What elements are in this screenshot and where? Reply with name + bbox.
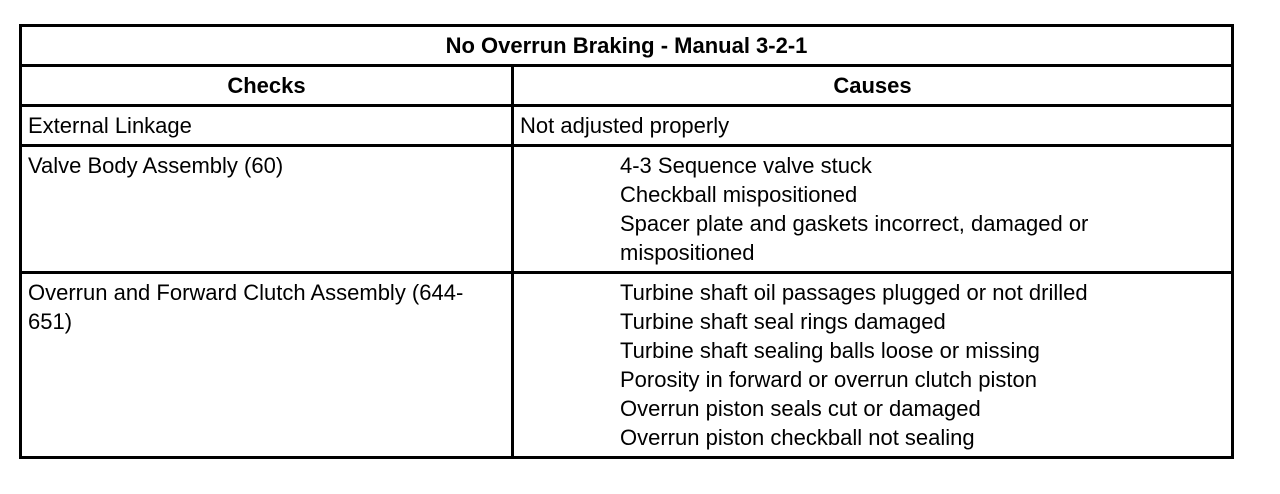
check-text: Overrun and Forward Clutch Assembly (644-651) (28, 280, 464, 334)
cause-item: Porosity in forward or overrun clutch piston (620, 367, 1037, 392)
check-text: Valve Body Assembly (60) (28, 153, 284, 178)
cause-item: Overrun piston seals cut or damaged (620, 396, 981, 421)
check-cell (21, 106, 513, 146)
check-cell (21, 273, 513, 458)
cause-item: 4-3 Sequence valve stuck (620, 153, 872, 178)
cause-list (514, 147, 1231, 271)
cause-item: Spacer plate and gaskets incorrect, damaged or mispositioned (620, 211, 1089, 265)
table-title: No Overrun Braking - Manual 3-2-1 (21, 26, 1233, 66)
cause-item: Turbine shaft oil passages plugged or not drilled (620, 280, 1088, 305)
cause-item: Checkball mispositioned (620, 182, 858, 207)
table-row (21, 146, 1233, 273)
cause-text: Not adjusted properly (520, 113, 730, 138)
check-text: External Linkage (28, 113, 192, 138)
cause-item: Overrun piston checkball not sealing (620, 425, 975, 450)
cause-cell (513, 273, 1233, 458)
check-cell (21, 146, 513, 273)
cause-item: Turbine shaft seal rings damaged (620, 309, 946, 334)
cause-item: Turbine shaft sealing balls loose or missing (620, 338, 1040, 363)
cause-cell (513, 106, 1233, 146)
header-causes: Causes (513, 66, 1233, 106)
table-row (21, 106, 1233, 146)
header-checks: Checks (21, 66, 513, 106)
table-row (21, 273, 1233, 458)
cause-cell (513, 146, 1233, 273)
cause-list (514, 274, 1231, 456)
diagnostic-table (19, 24, 1234, 459)
title-row (21, 26, 1233, 66)
header-row (21, 66, 1233, 106)
